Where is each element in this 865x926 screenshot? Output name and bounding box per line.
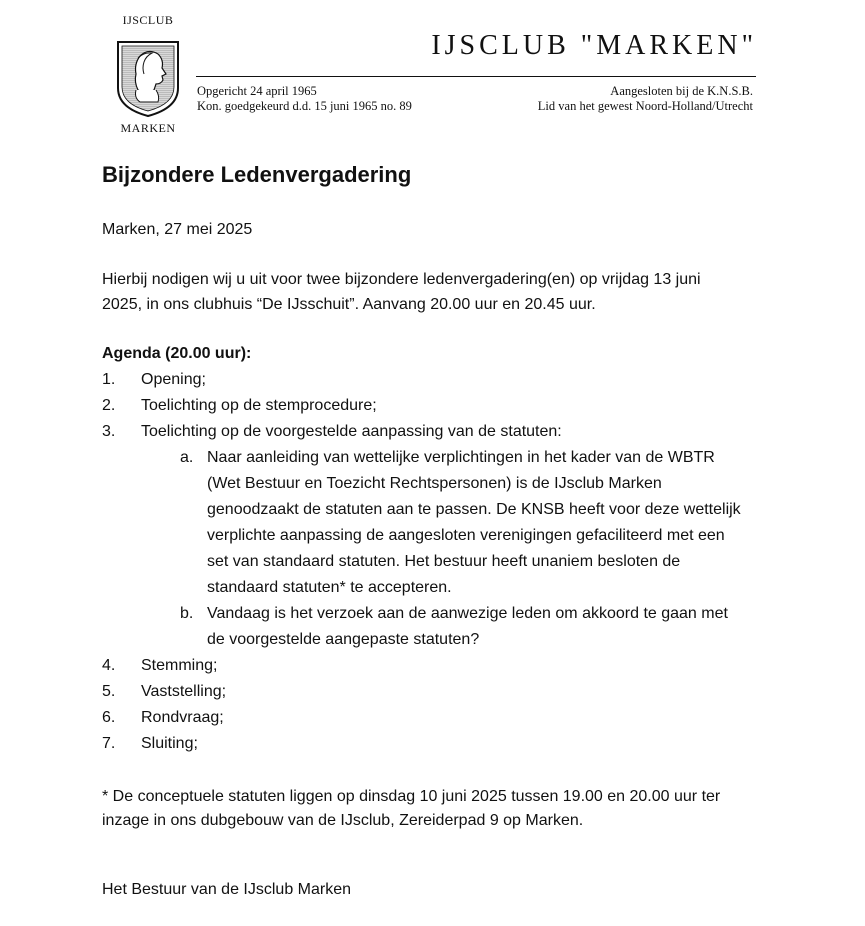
intro-paragraph — [102, 267, 792, 317]
agenda-text: Rondvraag; — [141, 709, 224, 726]
logo-bottom-text: MARKEN — [120, 121, 176, 135]
agenda-text: Sluiting; — [141, 735, 198, 752]
footnote — [102, 785, 792, 833]
agenda-number: 6. — [102, 709, 116, 726]
agenda-text: Stemming; — [141, 657, 218, 674]
agenda-text: Opening; — [141, 371, 206, 388]
founded-line: Opgericht 24 april 1965 — [197, 84, 317, 98]
agenda-item — [102, 679, 792, 705]
document-title: Bijzondere Ledenvergadering — [102, 162, 412, 187]
agenda-text: Toelichting op de stemprocedure; — [141, 397, 377, 414]
agenda-text: Vaststelling; — [141, 683, 227, 700]
sub-item-line: Vandaag is het verzoek aan de aanwezige leden om akkoord te gaan met — [207, 605, 728, 622]
agenda-item — [102, 653, 792, 679]
sub-item-line: standaard statuten* te accepteren. — [207, 579, 452, 596]
approved-line: Kon. goedgekeurd d.d. 15 juni 1965 no. 89 — [197, 99, 412, 113]
signature-line: Het Bestuur van de IJsclub Marken — [102, 881, 352, 898]
agenda-item — [102, 367, 792, 393]
agenda-text: Toelichting op de voorgestelde aanpassing van de statuten: — [141, 423, 562, 440]
agenda-number: 3. — [102, 423, 116, 440]
sub-item-letter: a. — [180, 449, 194, 466]
intro-line: Hierbij nodigen wij u uit voor twee bijzondere ledenvergadering(en) op vrijdag 13 juni — [102, 271, 701, 288]
agenda-number: 1. — [102, 371, 116, 388]
club-crest-icon — [114, 38, 182, 118]
club-name-heading: IJSCLUB "MARKEN" — [431, 30, 757, 61]
agenda-item — [102, 393, 792, 419]
agenda-sub-list — [142, 445, 792, 653]
logo-top-text: IJSCLUB — [122, 13, 174, 27]
intro-line: 2025, in ons clubhuis “De IJsschuit”. Aanvang 20.00 uur en 20.45 uur. — [102, 296, 596, 313]
agenda-item — [102, 419, 792, 445]
agenda-list — [102, 367, 792, 757]
sub-item-line: verplichte aanpassing de aangesloten verenigingen gefaciliteerd met een — [207, 527, 725, 544]
letterhead-divider — [196, 76, 756, 77]
sub-item-line: Naar aanleiding van wettelijke verplichtingen in het kader van de WBTR — [207, 449, 715, 466]
agenda-number: 7. — [102, 735, 116, 752]
agenda-heading: Agenda (20.00 uur): — [102, 345, 252, 362]
agenda-item — [102, 705, 792, 731]
agenda-item — [102, 731, 792, 757]
sub-item-line: de voorgestelde aangepaste statuten? — [207, 631, 480, 648]
region-line: Lid van het gewest Noord-Holland/Utrecht — [537, 99, 753, 113]
agenda-sub-item — [142, 445, 782, 601]
sub-item-line: genoodzaakt de statuten aan te passen. De KNSB heeft voor deze wettelijk — [207, 501, 741, 518]
footnote-line: inzage in ons dubgebouw van de IJsclub, Zereiderpad 9 op Marken. — [102, 812, 584, 829]
agenda-sub-item — [142, 601, 782, 653]
sub-item-line: set van standaard statuten. Het bestuur heeft unaniem besloten de — [207, 553, 681, 570]
agenda-number: 2. — [102, 397, 116, 414]
sub-item-line: (Wet Bestuur en Toezicht Rechtspersonen) is de IJsclub Marken — [207, 475, 662, 492]
affiliated-line: Aangesloten bij de K.N.S.B. — [610, 84, 753, 98]
date-line: Marken, 27 mei 2025 — [102, 221, 253, 238]
agenda-number: 5. — [102, 683, 116, 700]
agenda-number: 4. — [102, 657, 116, 674]
letterhead-right-info — [538, 84, 753, 114]
footnote-line: * De conceptuele statuten liggen op dinsdag 10 juni 2025 tussen 19.00 en 20.00 uur ter — [102, 788, 721, 805]
letterhead-left-info — [197, 84, 412, 114]
sub-item-letter: b. — [180, 605, 194, 622]
